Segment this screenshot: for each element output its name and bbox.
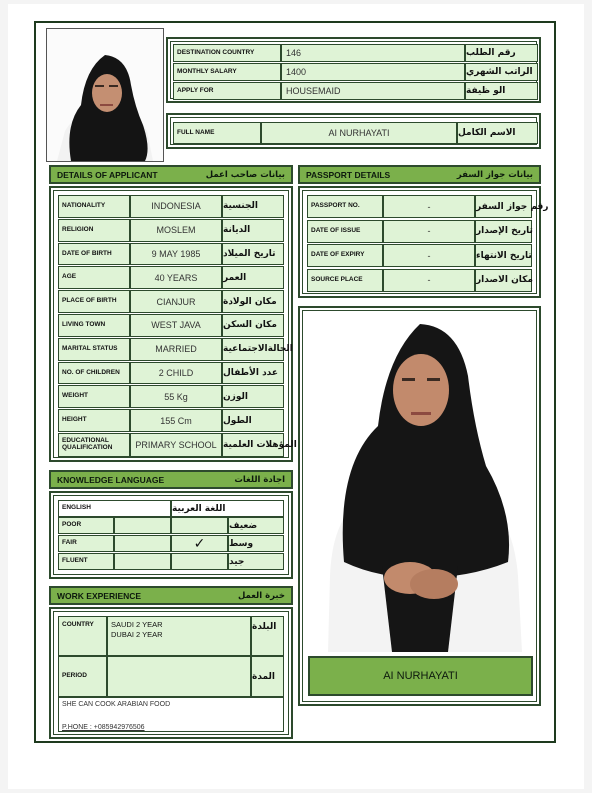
applicant-row-label: LIVING TOWN [58, 314, 130, 337]
destination-country-arabic: رقم الطلب [465, 44, 538, 62]
applicant-row-label: EDUCATIONAL QUALIFICATION [58, 433, 130, 457]
monthly-salary-label: MONTHLY SALARY [173, 63, 281, 81]
passport-row-arabic: رقم جواز السفر [475, 195, 532, 218]
applicant-row-arabic: العمر [222, 266, 284, 289]
applicant-row-label: PLACE OF BIRTH [58, 290, 130, 313]
applicant-row-value: CIANJUR [130, 290, 222, 313]
work-note: SHE CAN COOK ARABIAN FOOD [62, 701, 171, 708]
language-english-mark [114, 517, 171, 534]
passport-title: PASSPORT DETAILS [306, 169, 391, 180]
full-name-arabic: الاسم الكامل [457, 122, 538, 144]
passport-row-arabic: تاريخ الانتهاء [475, 244, 532, 267]
applicant-row-arabic: عدد الأطفال [222, 362, 284, 385]
language-header [49, 470, 293, 489]
passport-row-label: PASSPORT NO. [307, 195, 383, 218]
monthly-salary-value: 1400 [281, 63, 465, 81]
applicant-title-arabic: بيانات صاحب اعمل [205, 169, 285, 180]
passport-row-arabic: مكان الاصدار [475, 269, 532, 292]
language-level-arabic: وسط [228, 535, 284, 552]
applicant-row-value: PRIMARY SCHOOL [130, 433, 222, 457]
work-notes [58, 697, 284, 732]
language-level-label: POOR [58, 517, 114, 534]
passport-row-label: SOURCE PLACE [307, 269, 383, 292]
applicant-title: DETAILS OF APPLICANT [57, 169, 158, 180]
work-country-line: DUBAI 2 YEAR [111, 630, 163, 640]
work-table [49, 607, 293, 739]
full-name-row [166, 113, 541, 149]
passport-row-value: - [383, 244, 475, 267]
applicant-row-arabic: الوزن [222, 385, 284, 408]
applicant-row-label: NATIONALITY [58, 195, 130, 218]
applicant-row-label: HEIGHT [58, 409, 130, 432]
applicant-row-value: MOSLEM [130, 219, 222, 242]
applicant-row-arabic: الديانة [222, 219, 284, 242]
full-name-value: AI NURHAYATI [261, 122, 457, 144]
applicant-row-value: 40 YEARS [130, 266, 222, 289]
applicant-row-arabic: المؤهلات العلمية [222, 433, 284, 457]
large-photo-frame [298, 306, 541, 706]
applicant-row-arabic: الطول [222, 409, 284, 432]
applicant-row-value: WEST JAVA [130, 314, 222, 337]
applicant-row-label: AGE [58, 266, 130, 289]
applicant-row-value: 2 CHILD [130, 362, 222, 385]
passport-row-label: DATE OF ISSUE [307, 220, 383, 243]
apply-for-value: HOUSEMAID [281, 82, 465, 100]
work-title: WORK EXPERIENCE [57, 590, 142, 601]
applicant-row-value: INDONESIA [130, 195, 222, 218]
work-period-value [107, 656, 251, 697]
applicant-row-label: RELIGION [58, 219, 130, 242]
monthly-salary-arabic: الراتب الشهري [465, 63, 538, 81]
work-period-arabic: المدة [251, 656, 284, 697]
applicant-row-value: MARRIED [130, 338, 222, 361]
applicant-row-label: DATE OF BIRTH [58, 243, 130, 266]
passport-row-arabic: تاريخ الإصدار [475, 220, 532, 243]
language-title-arabic: اجادة اللغات [234, 474, 285, 485]
language-english-mark [114, 535, 171, 552]
work-country-value [107, 616, 251, 656]
language-table [49, 491, 293, 579]
destination-country-value: 146 [281, 44, 465, 62]
applicant-row-arabic: مكان السكن [222, 314, 284, 337]
passport-table [298, 186, 549, 298]
language-level-arabic: ضعيف [228, 517, 284, 534]
language-level-label: FAIR [58, 535, 114, 552]
work-country-label: COUNTRY [58, 616, 107, 656]
destination-country-label: DESTINATION COUNTRY [173, 44, 281, 62]
passport-row-label: DATE OF EXPIRY [307, 244, 383, 267]
applicant-row-label: NO. OF CHILDREN [58, 362, 130, 385]
applicant-row-arabic: الجنسية [222, 195, 284, 218]
applicant-photo-small [46, 28, 164, 162]
passport-row-value: - [383, 220, 475, 243]
passport-row-value: - [383, 195, 475, 218]
language-arabic-mark [171, 553, 228, 570]
applicant-table [49, 186, 297, 462]
applicant-row-value: 9 MAY 1985 [130, 243, 222, 266]
language-level-label: FLUENT [58, 553, 114, 570]
work-title-arabic: خبرة العمل [237, 590, 285, 601]
request-info-table [166, 37, 541, 103]
applicant-header [49, 165, 293, 184]
applicant-row-value: 155 Cm [130, 409, 222, 432]
language-arabic-mark: ✓ [171, 535, 228, 552]
phone-number: P.HONE : +085942976506 [62, 724, 145, 731]
applicant-row-arabic: مكان الولادة [222, 290, 284, 313]
language-level-arabic: جيد [228, 553, 284, 570]
applicant-row-arabic: تاريخ الميلاد [222, 243, 284, 266]
work-country-line: SAUDI 2 YEAR [111, 620, 163, 629]
apply-for-label: APPLY FOR [173, 82, 281, 100]
photo-name-plate: AI NURHAYATI [308, 656, 533, 696]
language-english-mark [114, 553, 171, 570]
passport-row-value: - [383, 269, 475, 292]
passport-header [298, 165, 541, 184]
language-arabic-header: اللغة العربية [171, 500, 284, 517]
applicant-row-arabic: الحالةالاجتماعية [222, 338, 284, 361]
apply-for-arabic: الو ظيفة [465, 82, 538, 100]
work-period-label: PERIOD [58, 656, 107, 697]
language-title: KNOWLEDGE LANGUAGE [57, 474, 165, 485]
passport-title-arabic: بيانات جواز السفر [456, 169, 533, 180]
applicant-photo-large [308, 316, 533, 652]
full-name-label: FULL NAME [173, 122, 261, 144]
applicant-row-label: WEIGHT [58, 385, 130, 408]
applicant-row-label: MARITAL STATUS [58, 338, 130, 361]
language-english-header: ENGLISH [58, 500, 171, 517]
work-header [49, 586, 293, 605]
work-country-arabic: البلدة [251, 616, 284, 656]
applicant-row-value: 55 Kg [130, 385, 222, 408]
language-arabic-mark [171, 517, 228, 534]
